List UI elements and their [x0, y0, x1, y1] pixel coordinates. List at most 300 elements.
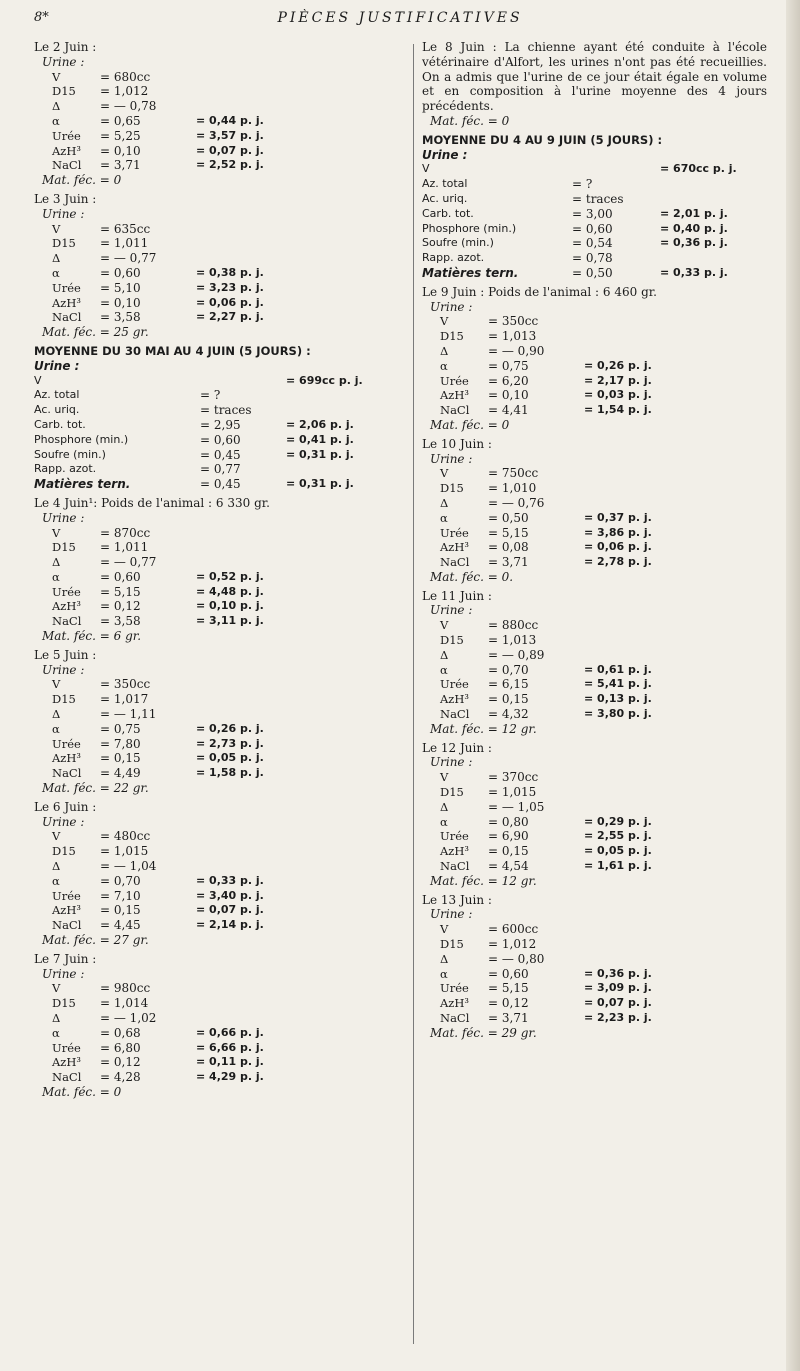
measure-label: Δ — [52, 99, 61, 114]
measure-row — [422, 374, 767, 389]
measure-row — [422, 859, 767, 874]
left-column — [34, 40, 414, 1104]
mat-fec: Mat. féc. = 0 — [430, 417, 510, 432]
measure-value: = 6,90 — [488, 829, 529, 844]
summary-row — [34, 477, 414, 492]
measure-label: NaCl — [440, 707, 470, 722]
measure-value: = 0,15 — [100, 903, 141, 918]
summary-label: Matières tern. — [34, 477, 131, 492]
measure-label: Δ — [440, 647, 449, 662]
entry-date: Le 4 Juin¹: Poids de l'animal : 6 330 gr. — [34, 495, 270, 510]
summary-label: Az. total — [422, 177, 468, 191]
measure-per-day: = 1,54 p. j. — [584, 403, 652, 417]
measure-value: = 5,25 — [100, 128, 141, 143]
day-entry — [34, 648, 414, 796]
measure-per-day: = 3,57 p. j. — [196, 128, 264, 142]
measure-row — [34, 889, 414, 904]
measure-per-day: = 2,27 p. j. — [196, 310, 264, 324]
day-entry — [422, 589, 767, 737]
urine-label: Urine : — [42, 814, 85, 829]
measure-value: = — 1,04 — [100, 859, 157, 874]
measure-row — [422, 496, 767, 511]
measure-label: D15 — [52, 692, 76, 707]
summary-value: = 3,00 — [572, 206, 613, 221]
measure-row — [34, 144, 414, 159]
summary-label: Matières tern. — [422, 265, 519, 280]
measure-label: Urée — [52, 736, 81, 751]
measure-row — [34, 84, 414, 99]
summary-per-day: = 2,06 p. j. — [286, 417, 354, 431]
measure-value: = 870cc — [100, 525, 151, 540]
urine-label: Urine : — [430, 451, 473, 466]
measure-label: Δ — [52, 1011, 61, 1025]
measure-label: NaCl — [52, 766, 82, 781]
measure-row — [34, 555, 414, 570]
urine-label: Urine : — [430, 755, 473, 770]
summary-value: = ? — [572, 177, 593, 192]
summary-row — [34, 433, 414, 448]
measure-value: = 680cc — [100, 69, 151, 84]
measure-per-day: = 0,06 p. j. — [196, 295, 264, 309]
measure-row — [34, 707, 414, 722]
mat-fec: Mat. féc. = 12 gr. — [430, 721, 537, 736]
measure-value: = 0,12 — [100, 1055, 141, 1070]
intro-text — [422, 40, 767, 114]
summary-label: Phosphore (min.) — [422, 221, 517, 235]
measure-label: D15 — [440, 481, 464, 496]
summary-block — [422, 133, 767, 281]
measure-row — [34, 585, 414, 600]
measure-label: V — [440, 314, 449, 329]
measure-value: = 0,60 — [488, 966, 529, 981]
measure-value: = 6,15 — [488, 677, 529, 692]
summary-title: MOYENNE DU 4 AU 9 JUIN (5 JOURS) : — [422, 132, 663, 147]
measure-row — [34, 599, 414, 614]
page-header — [0, 10, 800, 30]
summary-value: = 2,95 — [200, 417, 241, 432]
summary-row — [422, 266, 767, 281]
measure-row — [34, 99, 414, 114]
measure-label: D15 — [52, 84, 76, 99]
measure-row — [34, 1041, 414, 1056]
measure-per-day: = 1,61 p. j. — [584, 859, 652, 873]
day-entry — [34, 40, 414, 188]
measure-label: α — [440, 358, 448, 373]
measure-row — [34, 158, 414, 173]
urine-label: Urine : — [430, 907, 473, 922]
measure-label: D15 — [52, 844, 76, 859]
measure-per-day: = 0,13 p. j. — [584, 692, 652, 706]
measure-row — [34, 526, 414, 541]
entry-date: Le 9 Juin : Poids de l'animal : 6 460 gr. — [422, 284, 657, 299]
measure-value: = 5,15 — [488, 525, 529, 540]
mat-fec: Mat. féc. = 0 — [42, 173, 122, 188]
measure-value: = 3,71 — [100, 158, 141, 173]
measure-per-day: = 0,52 p. j. — [196, 569, 264, 583]
summary-row — [422, 236, 767, 251]
measure-row — [422, 967, 767, 982]
measure-row — [422, 466, 767, 481]
measure-per-day: = 0,10 p. j. — [196, 599, 264, 613]
summary-per-day: = 0,40 p. j. — [660, 221, 728, 235]
measure-value: = 1,017 — [100, 692, 149, 707]
measure-per-day: = 0,61 p. j. — [584, 662, 652, 676]
measure-row — [422, 1011, 767, 1026]
measure-label: AzH³ — [440, 844, 470, 859]
measure-per-day: = 2,78 p. j. — [584, 555, 652, 569]
measure-per-day: = 2,23 p. j. — [584, 1011, 652, 1024]
measure-per-day: = 1,58 p. j. — [196, 766, 264, 780]
measure-row — [422, 618, 767, 633]
measure-value: = 1,011 — [100, 236, 149, 251]
measure-per-day: = 6,66 p. j. — [196, 1040, 264, 1054]
measure-label: NaCl — [440, 859, 470, 874]
measure-label: NaCl — [52, 310, 82, 325]
measure-label: NaCl — [440, 403, 470, 418]
measure-label: D15 — [52, 236, 76, 251]
measure-row — [34, 692, 414, 707]
measure-label: Urée — [52, 888, 81, 903]
summary-label: Soufre (min.) — [422, 236, 494, 250]
measure-row — [422, 526, 767, 541]
measure-label: D15 — [440, 937, 464, 952]
measure-value: = 5,10 — [100, 280, 141, 295]
summary-label: Carb. tot. — [422, 206, 474, 220]
right-column — [422, 40, 767, 1045]
summary-label: Soufre (min.) — [34, 447, 106, 461]
measure-row — [422, 540, 767, 555]
measure-row — [422, 844, 767, 859]
measure-label: Δ — [440, 799, 449, 814]
measure-value: = — 0,78 — [100, 99, 157, 114]
summary-label: Carb. tot. — [34, 417, 86, 431]
measure-per-day: = 0,33 p. j. — [196, 873, 264, 887]
measure-label: α — [52, 873, 60, 888]
measure-per-day: = 4,29 p. j. — [196, 1070, 264, 1084]
urine-label: Urine : — [42, 510, 85, 525]
mat-fec: Mat. féc. = 0 — [430, 113, 510, 128]
measure-row — [422, 922, 767, 937]
measure-row — [422, 952, 767, 967]
summary-value: = 0,60 — [200, 432, 241, 447]
measure-row — [34, 1055, 414, 1070]
measure-label: AzH³ — [440, 388, 470, 403]
measure-row — [422, 511, 767, 526]
measure-label: V — [52, 981, 61, 996]
measure-per-day: = 0,38 p. j. — [196, 265, 264, 279]
measure-label: α — [440, 662, 448, 677]
summary-row — [422, 192, 767, 207]
day-entry — [34, 952, 414, 1100]
measure-per-day: = 2,73 p. j. — [196, 736, 264, 750]
measure-row — [34, 281, 414, 296]
mat-fec: Mat. féc. = 0. — [430, 569, 514, 584]
measure-per-day: = 3,86 p. j. — [584, 525, 652, 539]
summary-label: V — [422, 162, 430, 176]
measure-value: = 1,015 — [100, 844, 149, 859]
summary-title: MOYENNE DU 30 MAI AU 4 JUIN (5 JOURS) : — [34, 343, 311, 358]
measure-per-day: = 0,11 p. j. — [196, 1055, 264, 1069]
measure-value: = 4,32 — [488, 707, 529, 722]
measure-row — [422, 829, 767, 844]
measure-row — [422, 996, 767, 1011]
measure-row — [34, 766, 414, 781]
measure-per-day: = 0,05 p. j. — [196, 751, 264, 765]
mat-fec: Mat. féc. = 6 gr. — [42, 629, 142, 644]
measure-row — [34, 310, 414, 325]
summary-value: = traces — [572, 191, 624, 206]
measure-row — [422, 800, 767, 815]
mat-fec: Mat. féc. = 12 gr. — [430, 873, 537, 888]
mat-fec: Mat. féc. = 22 gr. — [42, 781, 149, 796]
measure-value: = 1,012 — [488, 937, 537, 952]
measure-value: = — 0,77 — [100, 555, 157, 570]
measure-value: = 0,15 — [488, 844, 529, 859]
measure-label: D15 — [52, 540, 76, 555]
measure-value: = 980cc — [100, 981, 151, 996]
measure-label: α — [52, 113, 60, 128]
urine-label: Urine : — [430, 299, 473, 314]
measure-row — [422, 785, 767, 800]
measure-label: V — [52, 221, 61, 236]
entry-date: Le 6 Juin : — [34, 799, 97, 814]
measure-row — [34, 236, 414, 251]
summary-urine-label: Urine : — [34, 358, 80, 373]
measure-label: Urée — [440, 829, 469, 844]
summary-label: Rapp. azot. — [422, 251, 485, 265]
measure-row — [422, 815, 767, 830]
entry-date: Le 12 Juin : — [422, 740, 492, 755]
urine-label: Urine : — [430, 603, 473, 618]
measure-value: = — 1,11 — [100, 707, 157, 722]
summary-value: = traces — [200, 403, 252, 418]
measure-label: Urée — [440, 677, 469, 692]
measure-label: AzH³ — [52, 295, 82, 310]
summary-row — [34, 374, 414, 389]
summary-label: Ac. uriq. — [34, 403, 80, 417]
summary-row — [422, 207, 767, 222]
measure-per-day: = 0,36 p. j. — [584, 966, 652, 980]
measure-row — [34, 129, 414, 144]
measure-label: Δ — [52, 859, 61, 874]
measure-value: = 0,75 — [100, 721, 141, 736]
measure-value: = 4,45 — [100, 918, 141, 933]
measure-row — [422, 707, 767, 722]
measure-per-day: = 3,40 p. j. — [196, 888, 264, 902]
measure-row — [422, 692, 767, 707]
measure-value: = 5,15 — [100, 584, 141, 599]
measure-per-day: = 0,37 p. j. — [584, 510, 652, 524]
page-number: 8* — [34, 10, 49, 25]
measure-value: = 480cc — [100, 829, 151, 844]
measure-row — [34, 614, 414, 629]
summary-label: Rapp. azot. — [34, 462, 97, 476]
measure-value: = — 0,76 — [488, 495, 545, 510]
measure-label: D15 — [52, 996, 76, 1011]
measure-value: = 0,15 — [488, 692, 529, 707]
measure-label: V — [52, 829, 61, 844]
measure-value: = 0,15 — [100, 751, 141, 766]
measure-label: NaCl — [440, 555, 470, 570]
measure-value: = 6,80 — [100, 1040, 141, 1055]
measure-per-day: = 2,14 p. j. — [196, 918, 264, 932]
summary-per-day: = 0,41 p. j. — [286, 432, 354, 446]
measure-label: NaCl — [52, 614, 82, 629]
urine-label: Urine : — [42, 54, 85, 69]
measure-row — [34, 1070, 414, 1085]
measure-value: = 0,70 — [100, 873, 141, 888]
measure-per-day: = 0,03 p. j. — [584, 388, 652, 402]
measure-label: Δ — [52, 251, 61, 266]
measure-label: V — [52, 69, 61, 84]
measure-value: = — 0,80 — [488, 951, 545, 966]
day-entry — [34, 800, 414, 948]
measure-value: = — 1,05 — [488, 799, 545, 814]
entry-date: Le 3 Juin : — [34, 191, 97, 206]
measure-value: = 0,10 — [100, 295, 141, 310]
summary-per-day: = 0,36 p. j. — [660, 236, 728, 250]
summary-row — [34, 388, 414, 403]
measure-row — [34, 903, 414, 918]
measure-value: = 0,10 — [488, 388, 529, 403]
measure-value: = 350cc — [100, 677, 151, 692]
measure-label: V — [440, 466, 449, 481]
measure-value: = 4,28 — [100, 1070, 141, 1085]
intro-body: La chienne ayant été conduite à l'école vétérinaire d'Alfort, les urines n'ont pas été recueillies. On a admis que l'urine de ce jour était égale en volume et en composition à l'urine moyenne des 4 jours précédents. — [422, 40, 767, 114]
measure-row — [34, 222, 414, 237]
measure-value: = — 1,02 — [100, 1011, 157, 1025]
measure-row — [422, 314, 767, 329]
summary-row — [422, 177, 767, 192]
measure-per-day: = 0,05 p. j. — [584, 844, 652, 858]
measure-per-day: = 3,11 p. j. — [196, 614, 264, 628]
measure-row — [422, 555, 767, 570]
measure-value: = 7,10 — [100, 888, 141, 903]
measure-row — [34, 844, 414, 859]
measure-value: = 0,08 — [488, 540, 529, 555]
summary-per-day: = 2,01 p. j. — [660, 206, 728, 220]
entry-date: Le 5 Juin : — [34, 647, 97, 662]
measure-label: Urée — [440, 981, 469, 996]
summary-value: = 0,78 — [572, 251, 613, 266]
measure-label: Urée — [440, 525, 469, 540]
measure-value: = — 0,77 — [100, 251, 157, 266]
summary-value: = ? — [200, 388, 221, 403]
urine-label: Urine : — [42, 966, 85, 981]
measure-value: = 4,49 — [100, 766, 141, 781]
measure-label: Δ — [52, 707, 61, 722]
measure-row — [422, 481, 767, 496]
measure-label: V — [440, 922, 449, 937]
measure-row — [34, 266, 414, 281]
measure-value: = 0,12 — [488, 996, 529, 1011]
measure-label: Urée — [52, 128, 81, 143]
measure-label: V — [52, 525, 61, 540]
measure-label: D15 — [440, 633, 464, 648]
measure-value: = 0,12 — [100, 599, 141, 614]
measure-value: = 3,71 — [488, 555, 529, 570]
measure-per-day: = 0,26 p. j. — [584, 358, 652, 372]
measure-label: AzH³ — [440, 540, 470, 555]
measure-value: = 1,013 — [488, 329, 537, 344]
summary-row — [34, 462, 414, 477]
day-entry — [422, 893, 767, 1041]
measure-value: = 4,41 — [488, 403, 529, 418]
measure-label: Urée — [440, 373, 469, 388]
measure-value: = 0,65 — [100, 113, 141, 128]
measure-row — [34, 829, 414, 844]
measure-row — [34, 540, 414, 555]
measure-label: V — [440, 770, 449, 785]
measure-row — [422, 633, 767, 648]
measure-label: AzH³ — [52, 143, 82, 158]
entry-date: Le 10 Juin : — [422, 436, 492, 451]
measure-value: = 5,15 — [488, 981, 529, 996]
summary-label: Ac. uriq. — [422, 191, 468, 205]
measure-label: α — [52, 721, 60, 736]
mat-fec: Mat. féc. = 27 gr. — [42, 933, 149, 948]
measure-per-day: = 0,06 p. j. — [584, 540, 652, 554]
measure-row — [34, 981, 414, 996]
measure-value: = 0,60 — [100, 569, 141, 584]
measure-row — [422, 981, 767, 996]
measure-row — [422, 359, 767, 374]
measure-value: = 0,70 — [488, 662, 529, 677]
day-entry — [422, 285, 767, 433]
measure-row — [34, 1011, 414, 1026]
measure-per-day: = 2,17 p. j. — [584, 373, 652, 387]
measure-value: = 3,58 — [100, 614, 141, 629]
measure-value: = 880cc — [488, 618, 539, 633]
measure-row — [34, 570, 414, 585]
measure-value: = 1,011 — [100, 540, 149, 555]
measure-value: = 0,60 — [100, 265, 141, 280]
measure-per-day: = 0,07 p. j. — [196, 143, 264, 157]
measure-per-day: = 5,41 p. j. — [584, 677, 652, 691]
measure-value: = 0,80 — [488, 814, 529, 829]
measure-value: = 1,015 — [488, 785, 537, 800]
measure-row — [34, 296, 414, 311]
running-head: PIÈCES JUSTIFICATIVES — [277, 10, 523, 26]
measure-value: = 370cc — [488, 770, 539, 785]
measure-label: Urée — [52, 280, 81, 295]
measure-row — [34, 677, 414, 692]
entry-date: Le 11 Juin : — [422, 588, 492, 603]
measure-label: NaCl — [52, 1070, 82, 1085]
measure-row — [422, 344, 767, 359]
measure-row — [34, 1026, 414, 1041]
summary-label: V — [34, 373, 42, 387]
measure-row — [422, 329, 767, 344]
summary-value: = 0,77 — [200, 462, 241, 477]
measure-per-day: = 3,23 p. j. — [196, 280, 264, 294]
summary-urine-label: Urine : — [422, 147, 468, 162]
measure-row — [422, 677, 767, 692]
entry-date: Le 7 Juin : — [34, 951, 97, 966]
measure-value: = 635cc — [100, 221, 151, 236]
summary-per-day: = 0,31 p. j. — [286, 477, 354, 491]
measure-per-day: = 0,66 p. j. — [196, 1025, 264, 1039]
summary-block — [34, 344, 414, 492]
summary-per-day: = 0,33 p. j. — [660, 265, 728, 279]
measure-row — [422, 937, 767, 952]
measure-row — [422, 663, 767, 678]
measure-per-day: = 0,29 p. j. — [584, 814, 652, 828]
measure-label: D15 — [440, 329, 464, 344]
measure-label: AzH³ — [440, 996, 470, 1011]
measure-value: = 1,012 — [100, 84, 149, 99]
measure-row — [422, 770, 767, 785]
